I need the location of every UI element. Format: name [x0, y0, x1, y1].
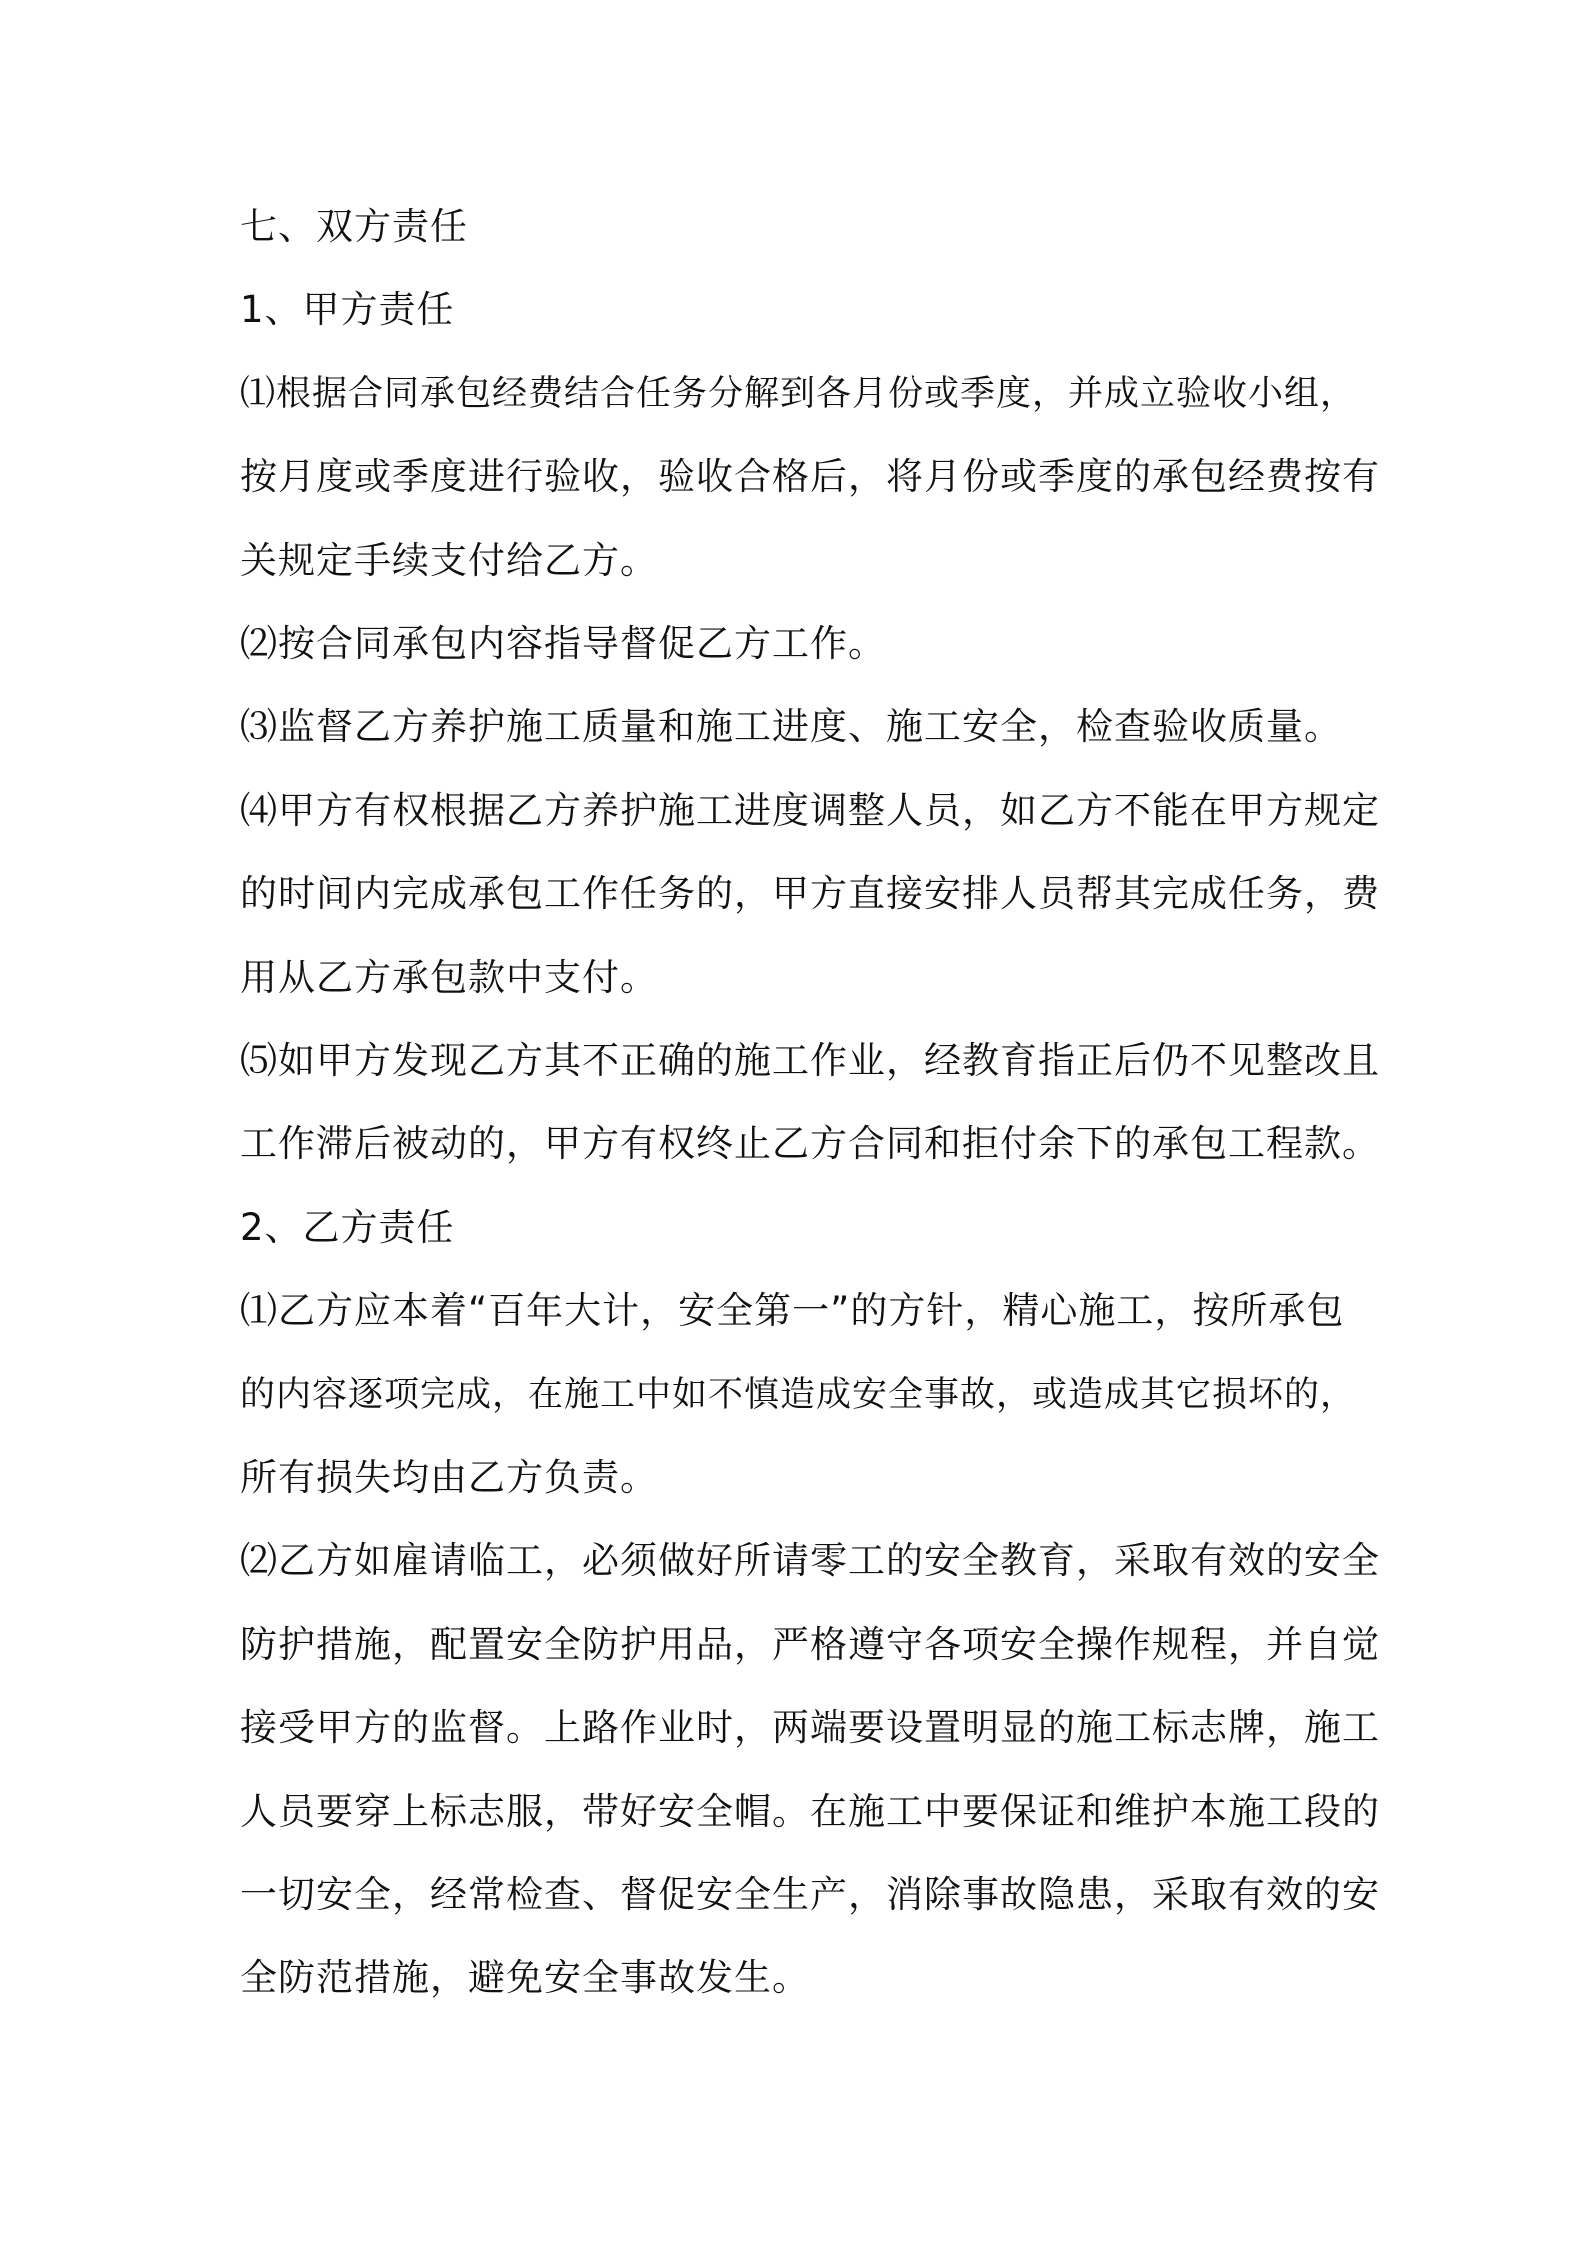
text-line: ⑴乙方应本着“百年大计，安全第一”的方针，精心施工，按所承包	[240, 1289, 1345, 1332]
text-line: 按月度或季度进行验收，验收合格后，将月份或季度的承包经费按有	[240, 455, 1380, 498]
text-line: ⑷甲方有权根据乙方养护施工进度调整人员，如乙方不能在甲方规定	[240, 789, 1380, 832]
text-line: 一切安全，经常检查、督促安全生产，消除事故隐患，采取有效的安	[240, 1873, 1380, 1916]
text-line: 关规定手续支付给乙方。	[240, 539, 658, 582]
text-line: 所有损失均由乙方负责。	[240, 1456, 658, 1499]
text-line: 用从乙方承包款中支付。	[240, 956, 658, 999]
text-line: 的内容逐项完成，在施工中如不慎造成安全事故，或造成其它损坏的，	[240, 1375, 1357, 1415]
text-line: ⑵乙方如雇请临工，必须做好所请零工的安全教育，采取有效的安全	[240, 1539, 1380, 1582]
text-line: ⑵按合同承包内容指导督促乙方工作。	[240, 622, 886, 665]
subsection-heading-party-b: 2、乙方责任	[240, 1206, 455, 1249]
text-line: ⑴根据合同承包经费结合任务分解到各月份或季度，并成立验收小组，	[240, 374, 1357, 414]
text-line: ⑸如甲方发现乙方其不正确的施工作业，经教育指正后仍不见整改且	[240, 1039, 1380, 1082]
text-line: 的时间内完成承包工作任务的，甲方直接安排人员帮其完成任务，费	[240, 872, 1380, 915]
section-heading: 七、双方责任	[240, 205, 468, 248]
subsection-heading-party-a: 1、甲方责任	[240, 288, 455, 331]
text-line: ⑶监督乙方养护施工质量和施工进度、施工安全，检查验收质量。	[240, 705, 1342, 748]
text-line: 防护措施，配置安全防护用品，严格遵守各项安全操作规程，并自觉	[240, 1623, 1380, 1666]
text-line: 全防范措施，避免安全事故发生。	[240, 1956, 810, 1999]
text-line: 接受甲方的监督。上路作业时，两端要设置明显的施工标志牌，施工	[240, 1706, 1380, 1749]
text-line: 人员要穿上标志服，带好安全帽。在施工中要保证和维护本施工段的	[240, 1790, 1380, 1833]
text-line: 工作滞后被动的，甲方有权终止乙方合同和拒付余下的承包工程款。	[240, 1122, 1380, 1165]
